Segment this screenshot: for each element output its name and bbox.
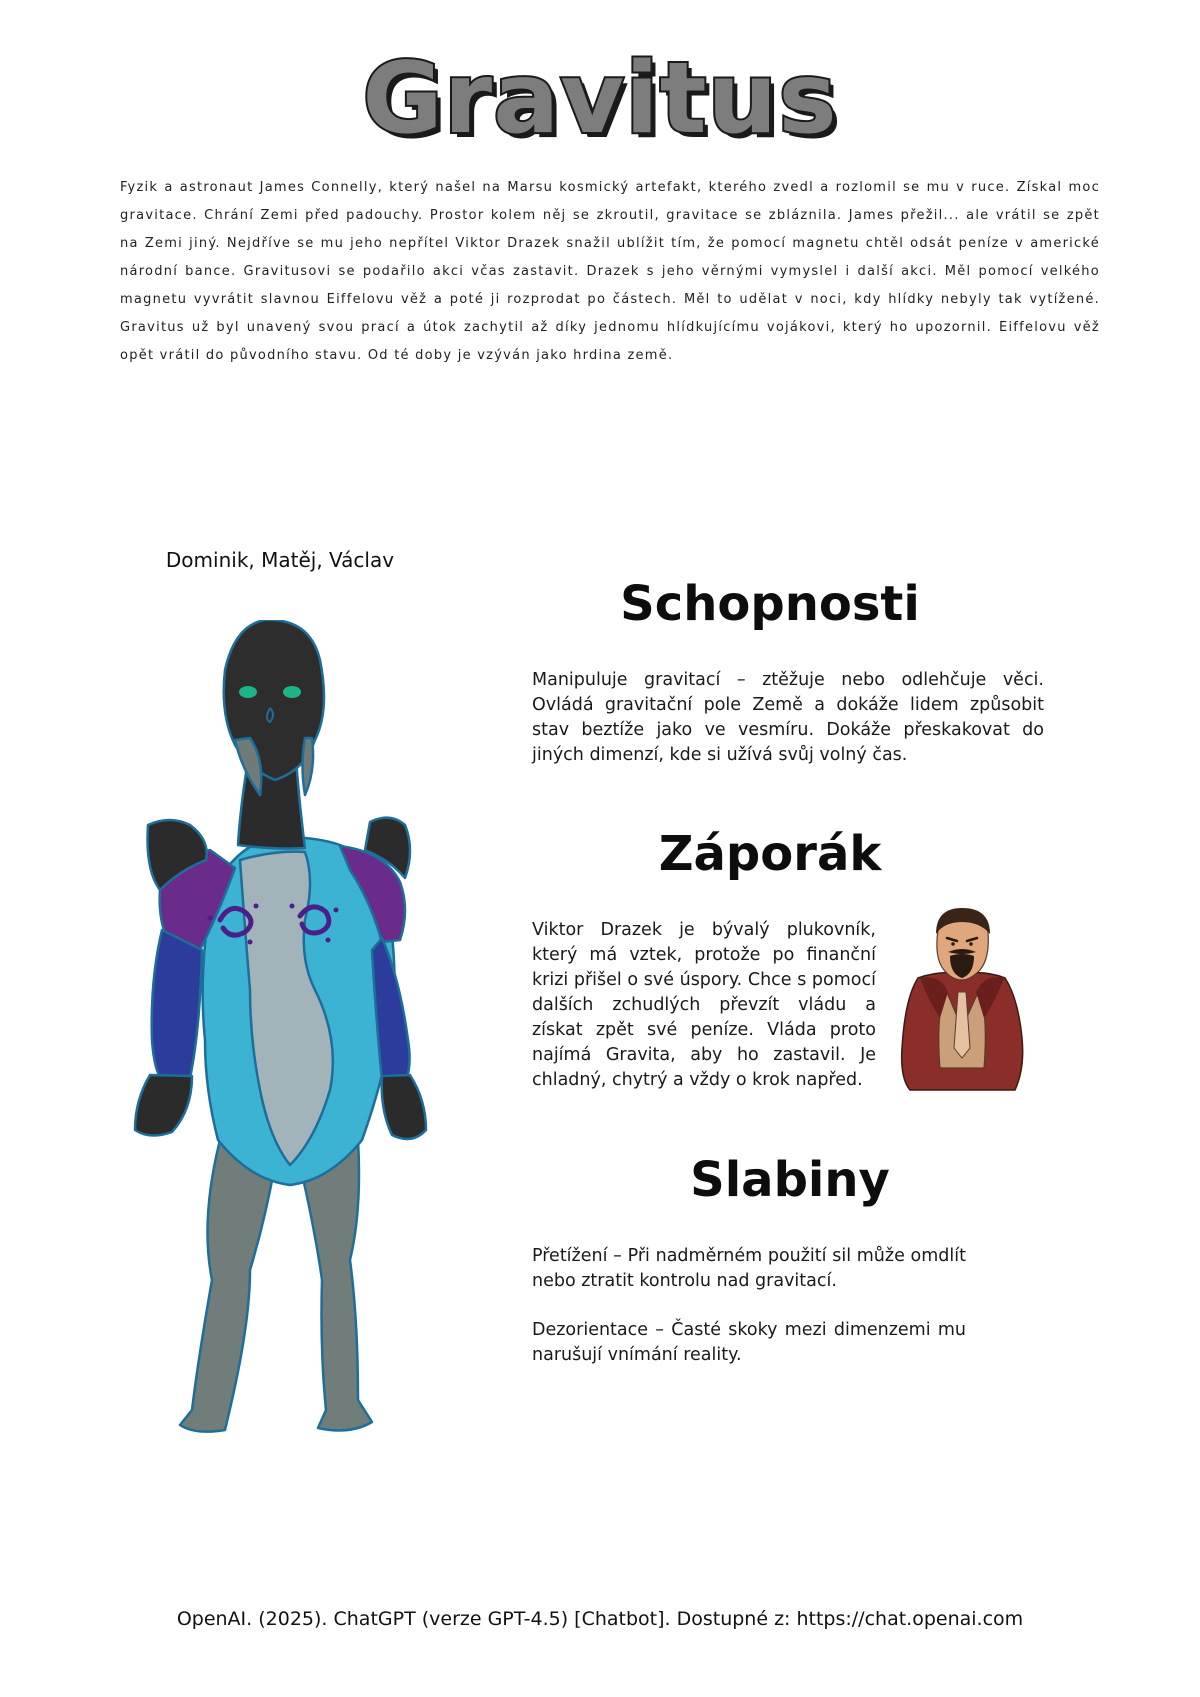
hero-right-hand [382,1075,426,1139]
hero-left-hand [135,1075,192,1136]
authors: Dominik, Matěj, Václav [165,548,395,572]
hero-illustration [100,620,480,1445]
intro-paragraph: Fyzik a astronaut James Connelly, který našel na Marsu kosmický artefakt, kterého zvedl a rozlomil se mu v ruce. Získal moc gravitace. Chrání Zemi před padouchy. Prostor kolem něj se zkroutil, gravitace se zbláznila. James přežil... ale vrátil se zpět na Zemi jiný. Nejdříve se mu jeho nepřítel Viktor Drazek snažil ublížit tím, že pomocí magnetu chtěl odsát peníze v americké národní bance. Gravitusovi se podařilo akci včas zastavit. Drazek s jeho věrnými vymyslel i další akci. Měl pomocí velkého magnetu vyvrátit slavnou Eiffelovu věž a poté ji rozprodat po částech. Měl to udělat v noci, kdy hlídky nebyly tak vytížené. Gravitus už byl unavený svou prací a útok zachytil až díky jednomu hlídkujícímu vojákovi, který ho upozornil. Eiffelovu věž opět vrátil do původního stavu. Od té doby je vzýván jako hrdina země. [120,180,1100,363]
villain-illustration [900,908,1025,1093]
hero-left-arm [152,930,202,1080]
citation-footer: OpenAI. (2025). ChatGPT (verze GPT-4.5) [Chatbot]. Dostupné z: https://chat.openai.com [176,1608,1024,1630]
abilities-heading: Schopnosti [620,576,920,632]
hero-left-leg [180,1140,275,1432]
hero-right-leg [300,1140,372,1430]
weaknesses-heading: Slabiny [690,1152,890,1208]
hero-right-eye [283,686,301,698]
weakness-item-disorientation: Dezorientace – Časté skoky mezi dimenzemi mu narušují vnímání reality. [532,1320,966,1365]
weakness-item-overload: Přetížení – Při nadměrném použití sil může omdlít nebo ztratit kontrolu nad gravitací. [532,1246,966,1291]
hero-left-eye [239,686,257,698]
hero-face-panel-right [303,738,314,795]
villain-heading: Záporák [658,826,882,882]
page-title: Gravitus [362,42,838,156]
abilities-text: Manipuluje gravitací – ztěžuje nebo odlehčuje věci. Ovládá gravitační pole Země a dokáže lidem způsobit stav beztíže jako ve vesmíru. Dokáže přeskakovat do jiných dimenzí, kde si užívá svůj volný čas. [532,670,1044,765]
villain-text: Viktor Drazek je bývalý plukovník, který má vztek, protože po finanční krizi přišel o své úspory. Chce s pomocí dalších zchudlých převzít vládu a získat zpět své peníze. Vláda proto najímá Gravita, aby ho zastavil. Je chladný, chytrý a vždy o krok napřed. [532,920,876,1090]
